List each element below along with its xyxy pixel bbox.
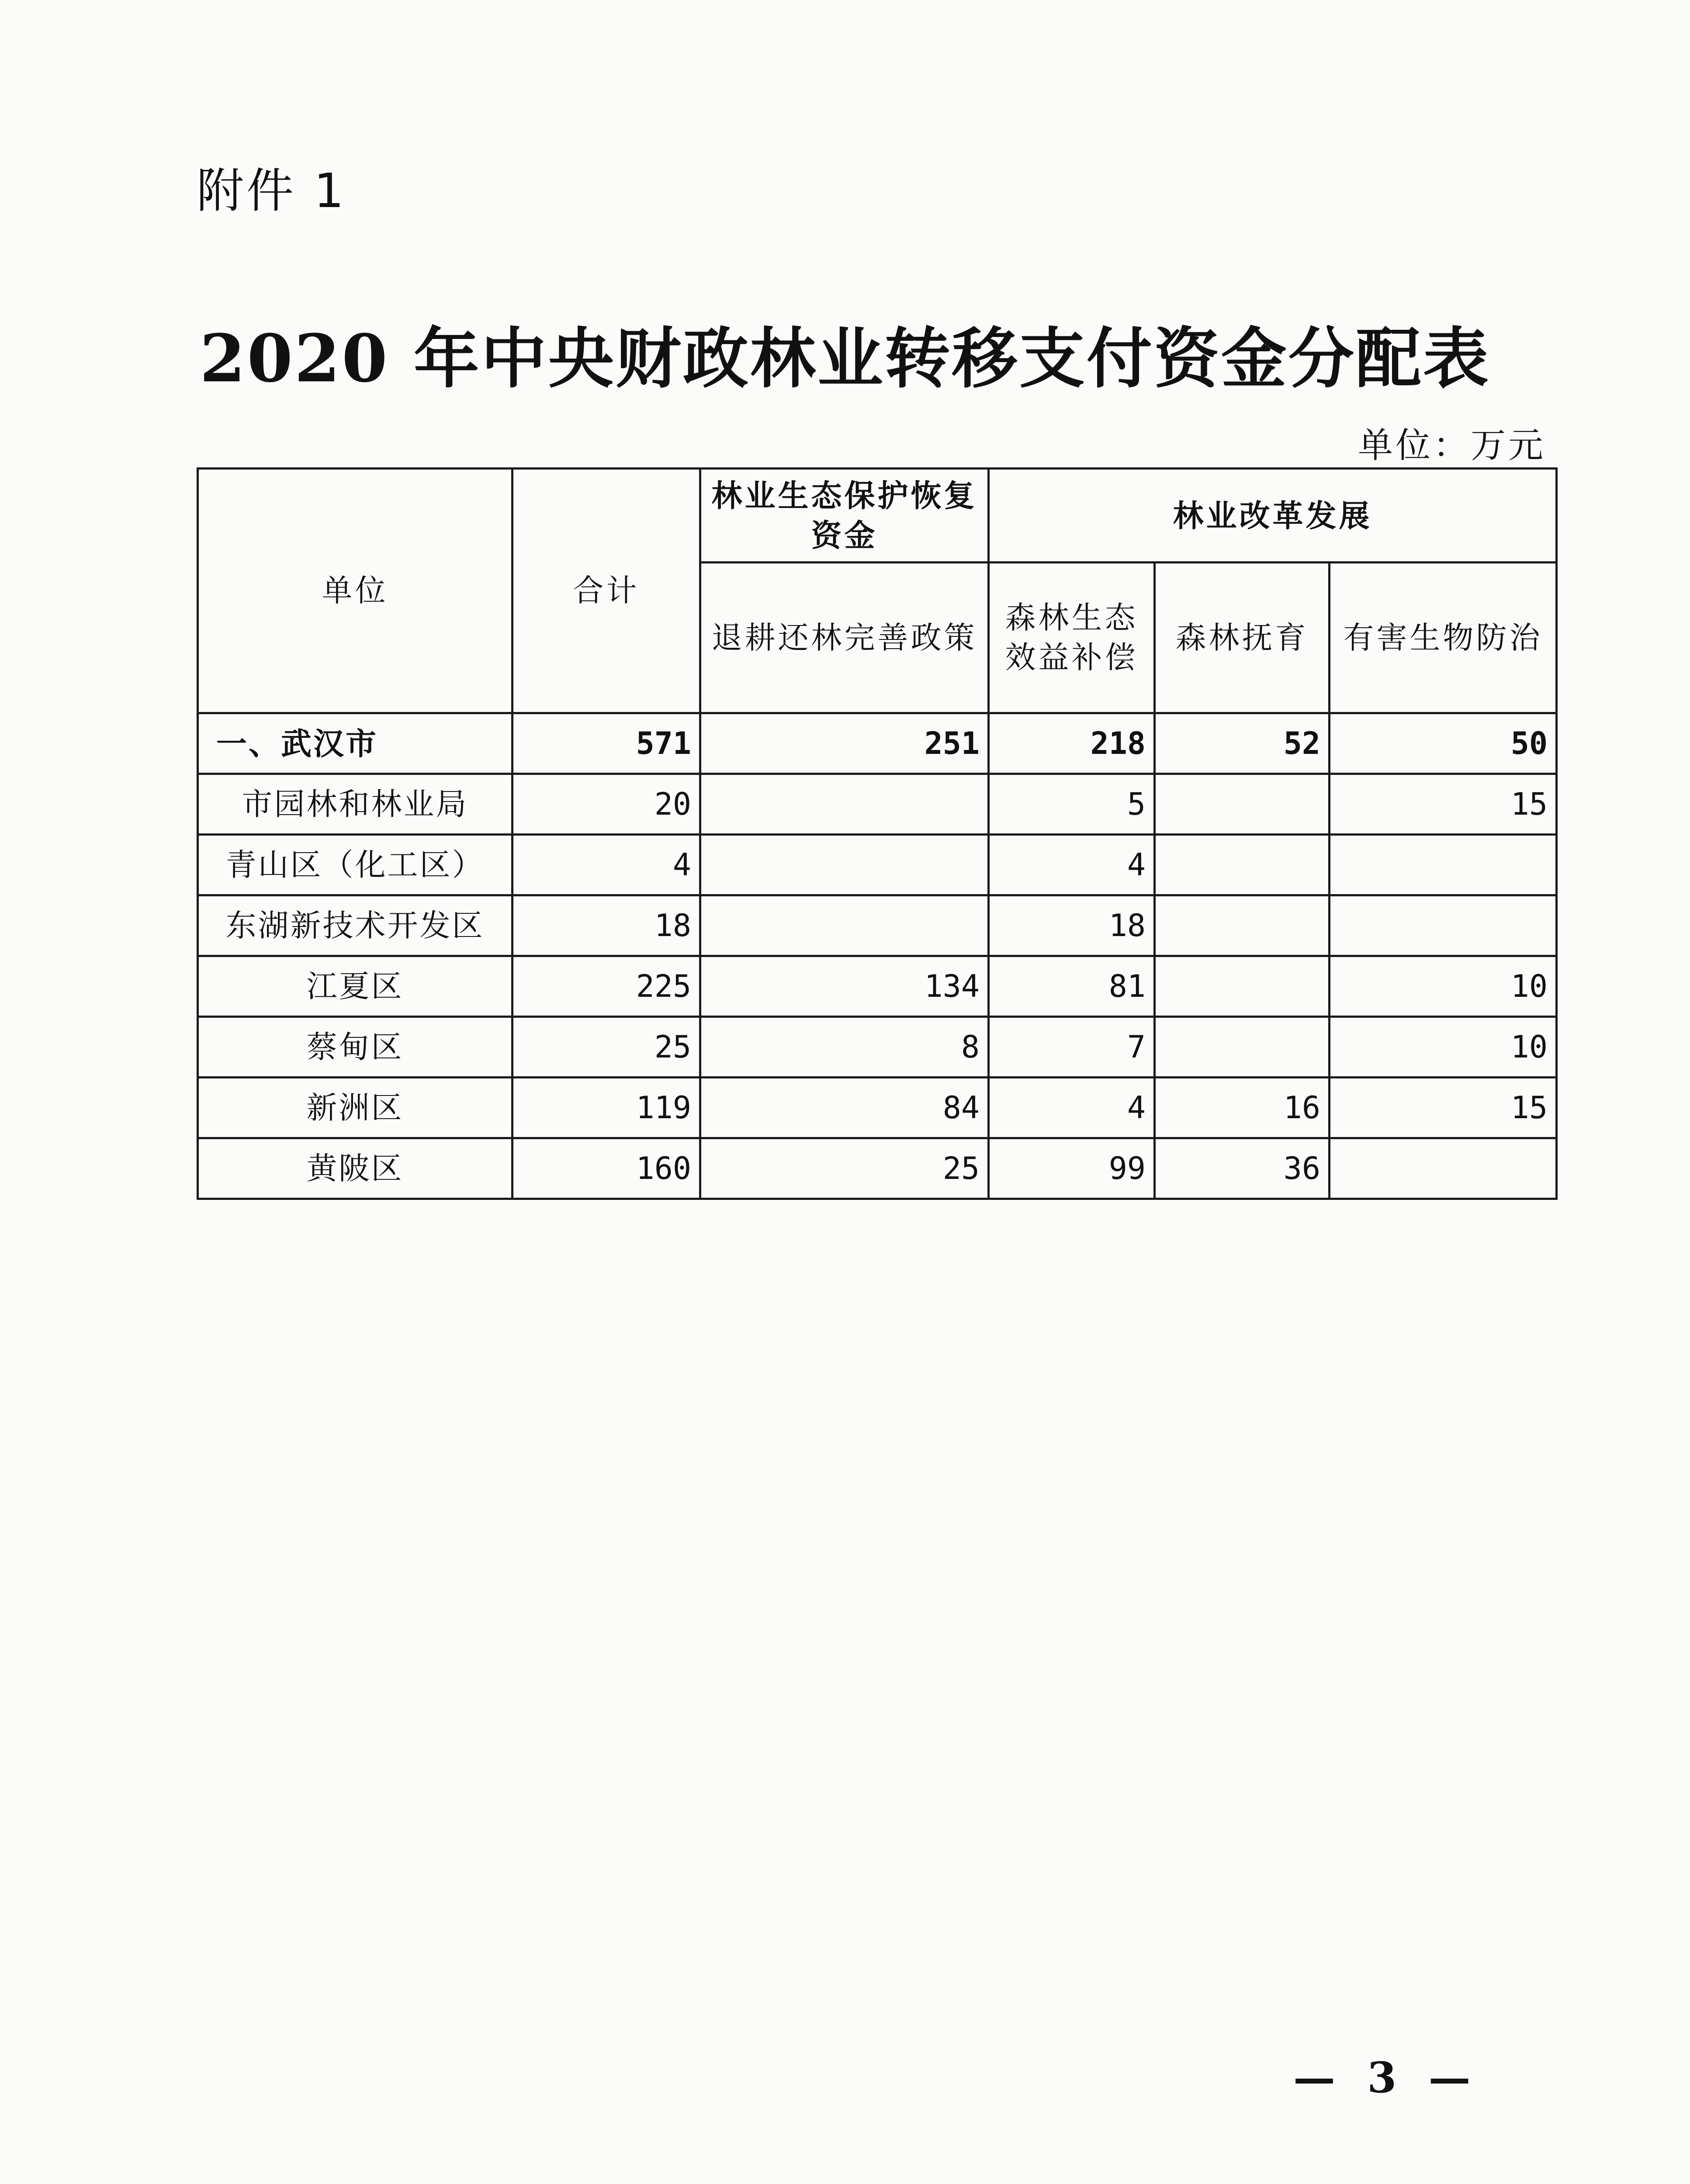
table-row (198, 774, 1557, 835)
row-total: 571 (513, 713, 700, 774)
allocation-table (197, 467, 1558, 1200)
table-body (198, 713, 1557, 1199)
row-pest-control: 15 (1330, 1078, 1557, 1138)
row-eco-compensation: 5 (989, 774, 1155, 835)
table-row (198, 1078, 1557, 1138)
row-eco-compensation: 218 (989, 713, 1155, 774)
row-tending: 52 (1155, 713, 1330, 774)
row-grain-to-green (700, 835, 989, 895)
row-total: 119 (513, 1078, 700, 1138)
table-row (198, 956, 1557, 1017)
table-row (198, 1138, 1557, 1199)
annex-label: 附件 1 (197, 164, 347, 218)
row-total: 18 (513, 895, 700, 956)
row-pest-control (1330, 835, 1557, 895)
row-tending (1155, 956, 1330, 1017)
table-row (198, 835, 1557, 895)
row-eco-compensation: 4 (989, 835, 1155, 895)
row-unit-name: 黄陂区 (198, 1138, 513, 1199)
row-tending (1155, 1017, 1330, 1078)
page-number: — 3 — (1293, 2053, 1479, 2102)
row-total: 225 (513, 956, 700, 1017)
table-row (198, 713, 1557, 774)
row-eco-compensation: 99 (989, 1138, 1155, 1199)
unit-label: 单位：万元 (1358, 425, 1546, 466)
header-sub-tending: 森林抚育 (1155, 563, 1330, 713)
row-pest-control (1330, 895, 1557, 956)
row-grain-to-green (700, 895, 989, 956)
row-unit-name: 江夏区 (198, 956, 513, 1017)
row-grain-to-green (700, 774, 989, 835)
row-pest-control (1330, 1138, 1557, 1199)
row-total: 20 (513, 774, 700, 835)
row-tending (1155, 835, 1330, 895)
row-tending: 16 (1155, 1078, 1330, 1138)
row-unit-name: 一、武汉市 (198, 713, 513, 774)
row-unit-name: 市园林和林业局 (198, 774, 513, 835)
header-group-reform: 林业改革发展 (989, 469, 1557, 563)
row-unit-name: 青山区（化工区） (198, 835, 513, 895)
row-unit-name: 蔡甸区 (198, 1017, 513, 1078)
header-group-ecology: 林业生态保护恢复资金 (700, 469, 989, 563)
row-eco-compensation: 7 (989, 1017, 1155, 1078)
row-pest-control: 15 (1330, 774, 1557, 835)
header-sub-grain-to-green: 退耕还林完善政策 (700, 563, 989, 713)
row-eco-compensation: 4 (989, 1078, 1155, 1138)
header-sub-pest-control: 有害生物防治 (1330, 563, 1557, 713)
row-total: 160 (513, 1138, 700, 1199)
header-sub-eco-compensation: 森林生态效益补偿 (989, 563, 1155, 713)
row-eco-compensation: 81 (989, 956, 1155, 1017)
row-tending (1155, 895, 1330, 956)
row-eco-compensation: 18 (989, 895, 1155, 956)
row-tending (1155, 774, 1330, 835)
row-grain-to-green: 8 (700, 1017, 989, 1078)
row-tending: 36 (1155, 1138, 1330, 1199)
row-grain-to-green: 251 (700, 713, 989, 774)
row-unit-name: 新洲区 (198, 1078, 513, 1138)
row-grain-to-green: 25 (700, 1138, 989, 1199)
row-grain-to-green: 134 (700, 956, 989, 1017)
row-total: 4 (513, 835, 700, 895)
row-pest-control: 50 (1330, 713, 1557, 774)
table-row (198, 895, 1557, 956)
page-title: 2020 年中央财政林业转移支付资金分配表 (200, 320, 1490, 397)
row-total: 25 (513, 1017, 700, 1078)
row-grain-to-green: 84 (700, 1078, 989, 1138)
header-total: 合计 (513, 469, 700, 713)
table-row (198, 1017, 1557, 1078)
row-pest-control: 10 (1330, 1017, 1557, 1078)
header-unit: 单位 (198, 469, 513, 713)
row-unit-name: 东湖新技术开发区 (198, 895, 513, 956)
row-pest-control: 10 (1330, 956, 1557, 1017)
